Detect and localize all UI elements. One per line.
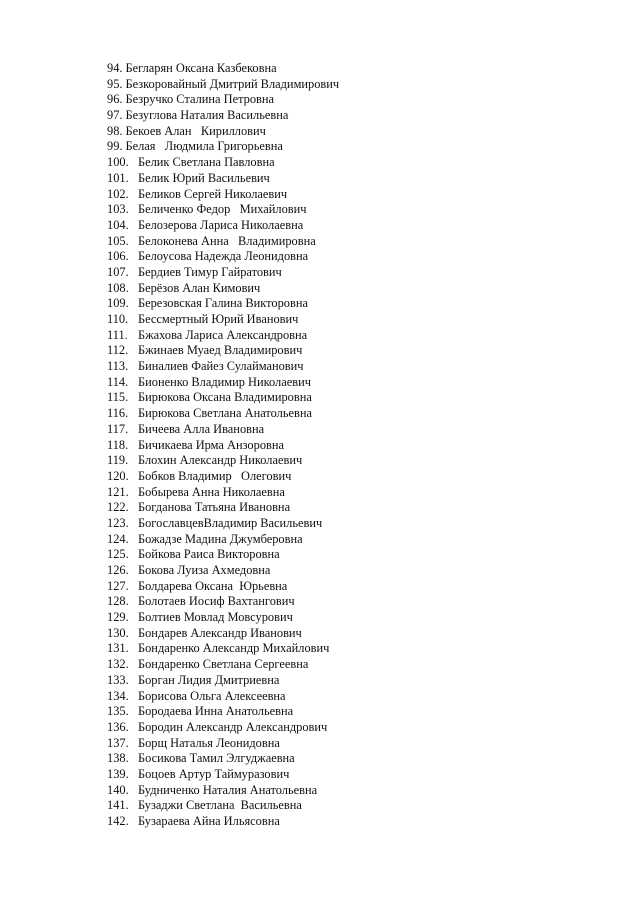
- entry-name: Белик Светлана Павловна: [138, 155, 275, 170]
- entry-name: Богданова Татьяна Ивановна: [138, 500, 291, 515]
- entry-number: 117.: [107, 421, 129, 436]
- entry-name: Будниченко Наталия Анатольевна: [138, 782, 318, 797]
- entry-name: Бондаренко Александр Михайлович: [138, 641, 330, 656]
- list-item: [107, 390, 339, 406]
- entry-name: Бессмертный Юрий Иванович: [138, 312, 299, 326]
- list-item: [107, 736, 339, 752]
- list-item: [107, 359, 339, 375]
- entry-name: Бичикаева Ирма Анзоровна: [138, 437, 285, 452]
- name-list: [107, 61, 339, 830]
- entry-number: 125.: [107, 547, 129, 562]
- list-item: [107, 720, 339, 736]
- list-item: [107, 265, 339, 281]
- entry-name: Безкоровайный Дмитрий Владимирович: [125, 76, 340, 91]
- entry-number: 129.: [107, 610, 129, 625]
- entry-name: Бекоев Алан Кириллович: [125, 123, 266, 138]
- entry-number: 95.: [107, 76, 123, 91]
- entry-number: 116.: [107, 406, 129, 421]
- entry-number: 138.: [107, 751, 129, 766]
- entry-name: Бондаренко Светлана Сергеевна: [138, 657, 309, 672]
- entry-number: 121.: [107, 484, 129, 499]
- entry-name: Бородаева Инна Анатольевна: [138, 704, 294, 719]
- list-item: [107, 532, 339, 548]
- list-item: [107, 328, 339, 344]
- entry-number: 112.: [107, 343, 129, 358]
- entry-name: Белик Юрий Васильевич: [138, 170, 270, 185]
- entry-number: 99.: [107, 139, 123, 154]
- entry-name: Березовская Галина Викторовна: [138, 296, 308, 311]
- list-item: [107, 453, 339, 469]
- entry-number: 133.: [107, 672, 129, 687]
- entry-number: 132.: [107, 657, 129, 672]
- entry-name: БогославцевВладимир Васильевич: [138, 515, 323, 530]
- entry-name: Бегларян Оксана Казбековна: [125, 61, 277, 75]
- entry-name: Белозерова Лариса Николаевна: [138, 217, 304, 232]
- list-item: [107, 547, 339, 563]
- entry-number: 128.: [107, 594, 129, 609]
- entry-name: Беликов Сергей Николаевич: [138, 186, 288, 201]
- entry-name: Болтиев Мовлад Мовсурович: [138, 610, 293, 625]
- list-item: [107, 155, 339, 171]
- entry-number: 108.: [107, 280, 129, 295]
- entry-name: Борисова Ольга Алексеевна: [138, 688, 286, 703]
- entry-number: 102.: [107, 186, 129, 201]
- entry-number: 96.: [107, 92, 123, 107]
- entry-name: Бионенко Владимир Николаевич: [138, 374, 311, 389]
- entry-number: 98.: [107, 123, 123, 138]
- entry-number: 134.: [107, 688, 129, 703]
- entry-number: 126.: [107, 563, 129, 577]
- entry-name: Белоусова Надежда Леонидовна: [138, 249, 309, 264]
- list-item: [107, 92, 339, 108]
- entry-number: 109.: [107, 296, 129, 311]
- list-item: [107, 187, 339, 203]
- list-item: [107, 689, 339, 705]
- list-item: [107, 249, 339, 265]
- list-item: [107, 516, 339, 532]
- entry-name: Бжинаев Муаед Владимирович: [138, 343, 303, 358]
- entry-name: Босикова Тамил Элгуджаевна: [138, 751, 295, 766]
- entry-name: Бирюкова Светлана Анатольевна: [138, 406, 312, 421]
- list-item: [107, 296, 339, 312]
- entry-number: 113.: [107, 359, 129, 374]
- list-item: [107, 485, 339, 501]
- entry-number: 94.: [107, 61, 123, 75]
- entry-number: 114.: [107, 374, 129, 389]
- entry-name: Божадзе Мадина Джумберовна: [138, 531, 303, 546]
- list-item: [107, 202, 339, 218]
- entry-name: Биналиев Файез Сулайманович: [138, 359, 304, 374]
- list-item: [107, 124, 339, 140]
- entry-name: Блохин Александр Николаевич: [138, 453, 303, 468]
- list-item: [107, 767, 339, 783]
- entry-number: 142.: [107, 814, 129, 828]
- list-item: [107, 579, 339, 595]
- entry-name: Безручко Сталина Петровна: [125, 92, 275, 107]
- entry-number: 115.: [107, 390, 129, 405]
- list-item: [107, 281, 339, 297]
- entry-name: Боцоев Артур Таймуразович: [138, 766, 290, 781]
- entry-number: 101.: [107, 170, 129, 185]
- list-item: [107, 234, 339, 250]
- list-item: [107, 641, 339, 657]
- list-item: [107, 422, 339, 438]
- entry-name: Бузараева Айна Ильясовна: [138, 814, 280, 828]
- entry-number: 103.: [107, 202, 129, 217]
- list-item: [107, 438, 339, 454]
- entry-number: 110.: [107, 312, 129, 326]
- entry-name: Бондарев Александр Иванович: [138, 625, 302, 640]
- list-item: [107, 61, 339, 77]
- list-item: [107, 798, 339, 814]
- list-item: [107, 673, 339, 689]
- entry-number: 118.: [107, 437, 129, 452]
- entry-name: Бокова Луиза Ахмедовна: [138, 563, 271, 577]
- entry-name: Бородин Александр Александрович: [138, 719, 328, 734]
- entry-number: 135.: [107, 704, 129, 719]
- list-item: [107, 343, 339, 359]
- entry-name: Бжахова Лариса Александровна: [138, 327, 308, 342]
- entry-name: Белоконева Анна Владимировна: [138, 233, 316, 248]
- entry-number: 124.: [107, 531, 129, 546]
- entry-name: Борщ Наталья Леонидовна: [138, 735, 280, 750]
- list-item: [107, 610, 339, 626]
- entry-number: 100.: [107, 155, 129, 170]
- list-item: [107, 500, 339, 516]
- entry-number: 104.: [107, 217, 129, 232]
- entry-number: 105.: [107, 233, 129, 248]
- entry-name: Бобырева Анна Николаевна: [138, 484, 285, 499]
- list-item: [107, 704, 339, 720]
- entry-name: Болотаев Иосиф Вахтангович: [138, 594, 295, 609]
- entry-number: 141.: [107, 798, 129, 813]
- entry-name: Безуглова Наталия Васильевна: [125, 108, 289, 123]
- list-item: [107, 563, 339, 579]
- list-item: [107, 469, 339, 485]
- entry-number: 120.: [107, 468, 129, 483]
- entry-number: 137.: [107, 735, 129, 750]
- list-item: [107, 783, 339, 799]
- entry-number: 139.: [107, 766, 129, 781]
- entry-number: 111.: [107, 327, 128, 342]
- list-item: [107, 657, 339, 673]
- entry-name: Берёзов Алан Кимович: [138, 280, 261, 295]
- list-item: [107, 626, 339, 642]
- list-item: [107, 375, 339, 391]
- list-item: [107, 814, 339, 830]
- entry-name: Борган Лидия Дмитриевна: [138, 672, 280, 687]
- entry-number: 97.: [107, 108, 123, 123]
- entry-name: Беличенко Федор Михайлович: [138, 202, 307, 217]
- list-item: [107, 312, 339, 328]
- list-item: [107, 108, 339, 124]
- list-item: [107, 594, 339, 610]
- entry-number: 106.: [107, 249, 129, 264]
- entry-name: Белая Людмила Григорьевна: [125, 139, 283, 154]
- entry-number: 107.: [107, 264, 129, 279]
- entry-number: 131.: [107, 641, 129, 656]
- entry-number: 140.: [107, 782, 129, 797]
- entry-number: 123.: [107, 515, 129, 530]
- list-item: [107, 751, 339, 767]
- list-item: [107, 139, 339, 155]
- entry-name: Бердиев Тимур Гайратович: [138, 264, 282, 279]
- list-item: [107, 77, 339, 93]
- list-item: [107, 406, 339, 422]
- entry-name: Бойкова Раиса Викторовна: [138, 547, 280, 562]
- entry-name: Болдарева Оксана Юрьевна: [138, 578, 288, 593]
- entry-name: Бичеева Алла Ивановна: [138, 421, 265, 436]
- entry-name: Бузаджи Светлана Васильевна: [138, 798, 302, 813]
- entry-number: 122.: [107, 500, 129, 515]
- entry-number: 127.: [107, 578, 129, 593]
- entry-name: Бирюкова Оксана Владимировна: [138, 390, 312, 405]
- entry-number: 136.: [107, 719, 129, 734]
- list-item: [107, 218, 339, 234]
- entry-number: 130.: [107, 625, 129, 640]
- entry-number: 119.: [107, 453, 129, 468]
- list-item: [107, 171, 339, 187]
- entry-name: Бобков Владимир Олегович: [138, 468, 292, 483]
